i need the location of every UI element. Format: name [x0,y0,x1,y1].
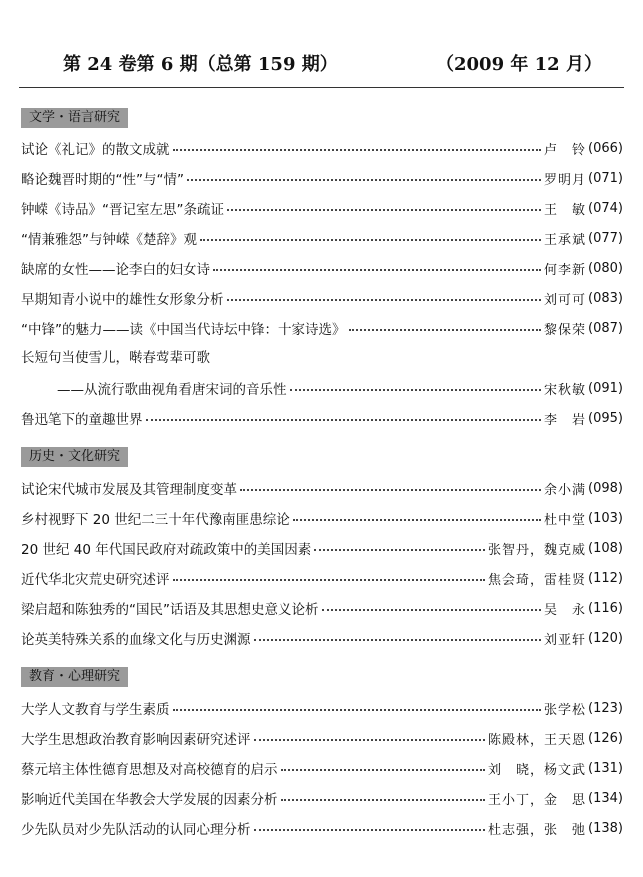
leader-dots [322,609,542,611]
entry-page: (080) [588,260,623,276]
leader-dots [349,329,542,331]
section-tag-history: 历史・文化研究 [21,447,128,467]
entry-title: 梁启超和陈独秀的“国民”话语及其思想史意义论析 [21,602,319,618]
entry-author: 焦会琦，雷桂贤 [488,572,587,588]
leader-dots [281,769,486,771]
entry-page: (112) [588,570,623,586]
toc-entry[interactable] [21,257,623,279]
issue-date: （2009 年 12 月） [436,54,602,75]
leader-dots [227,209,541,211]
leader-dots [240,489,541,491]
leader-dots [227,299,542,301]
entry-title: “情兼雅怨”与钟嵘《楚辞》观 [21,232,197,248]
entry-page: (077) [588,230,623,246]
toc-entry[interactable] [21,757,623,779]
entry-author: 卢 铃 [544,142,587,158]
toc-entry[interactable] [21,597,623,619]
entry-page: (083) [588,290,623,306]
entry-author: 刘 晓，杨文武 [488,762,587,778]
entry-author: 罗明月 [544,172,587,188]
entry-page: (116) [588,600,623,616]
entry-title: 钟嵘《诗品》“晋记室左思”条疏证 [21,202,224,218]
entry-title: 试论《礼记》的散文成就 [21,142,170,158]
entry-author: 杜中堂 [544,512,587,528]
leader-dots [314,549,485,551]
entry-page: (087) [588,320,623,336]
entry-page: (095) [588,410,623,426]
leader-dots [173,579,486,581]
entry-author: 余小满 [544,482,587,498]
leader-dots [293,519,541,521]
leader-dots [254,739,486,741]
entry-title: 少先队员对少先队活动的认同心理分析 [21,822,251,838]
entry-title: 论英美特殊关系的血缘文化与历史渊源 [21,632,251,648]
toc-entry[interactable] [21,167,623,189]
entry-page: (134) [588,790,623,806]
entry-title: 大学生思想政治教育影响因素研究述评 [21,732,251,748]
leader-dots [173,709,542,711]
toc-entry[interactable] [21,377,623,399]
entry-title: 影响近代美国在华教会大学发展的因素分析 [21,792,278,808]
entry-subtitle: ——从流行歌曲视角看唐宋词的音乐性 [57,382,287,398]
entry-page: (071) [588,170,623,186]
leader-dots [187,179,541,181]
entry-title: 鲁迅笔下的童趣世界 [21,412,143,428]
entry-page: (126) [588,730,623,746]
entry-title: 近代华北灾荒史研究述评 [21,572,170,588]
entry-author: 王小丁，金 思 [488,792,587,808]
entry-title: 大学人文教育与学生素质 [21,702,170,718]
leader-dots [173,149,542,151]
entry-author: 陈殿林，王天恩 [488,732,587,748]
entry-page: (108) [588,540,623,556]
entry-author: 李 岩 [544,412,587,428]
toc-entry[interactable] [21,697,623,719]
entry-title: 略论魏晋时期的“性”与“情” [21,172,184,188]
toc-entry[interactable] [21,817,623,839]
toc-entry[interactable] [21,137,623,159]
entry-author: 何李新 [544,262,587,278]
entry-author: 王承斌 [544,232,587,248]
entry-author: 刘可可 [544,292,587,308]
entry-author: 吴 永 [544,602,587,618]
entry-author: 黎保荣 [544,322,587,338]
section-tag-literature: 文学・语言研究 [21,108,128,128]
toc-entry[interactable] [21,287,623,309]
header-rule [19,87,624,88]
toc-entry[interactable] [21,507,623,529]
entry-title[interactable]: 长短句当使雪儿，啭春莺辈可歌 [21,350,210,366]
entry-page: (123) [588,700,623,716]
leader-dots [146,419,542,421]
entry-author: 王 敏 [544,202,587,218]
toc-entry[interactable] [21,227,623,249]
toc-entry[interactable] [21,787,623,809]
entry-page: (074) [588,200,623,216]
entry-title: 20 世纪 40 年代国民政府对疏政策中的美国因素 [21,542,312,558]
entry-author: 杜志强，张 弛 [488,822,587,838]
entry-title: 试论宋代城市发展及其管理制度变革 [21,482,237,498]
section-tag-education: 教育・心理研究 [21,667,128,687]
entry-author: 张学松 [544,702,587,718]
leader-dots [213,269,541,271]
leader-dots [254,639,542,641]
entry-title: 乡村视野下 20 世纪二三十年代豫南匪患综论 [21,512,290,528]
leader-dots [200,239,541,241]
entry-page: (103) [588,510,623,526]
entry-title: “中锋”的魅力——读《中国当代诗坛中锋：十家诗选》 [21,322,346,338]
entry-title: 蔡元培主体性德育思想及对高校德育的启示 [21,762,278,778]
toc-entry[interactable] [21,567,623,589]
journal-header [0,42,643,82]
toc-entry[interactable] [21,197,623,219]
issue-label: 第 24 卷第 6 期（总第 159 期） [63,54,338,75]
entry-title: 早期知青小说中的雄性女形象分析 [21,292,224,308]
entry-author: 张智丹，魏克威 [488,542,587,558]
entry-page: (138) [588,820,623,836]
toc-entry[interactable] [21,477,623,499]
entry-page: (131) [588,760,623,776]
entry-author: 刘亚轩 [544,632,587,648]
toc-entry[interactable] [21,537,623,559]
entry-page: (120) [588,630,623,646]
entry-page: (098) [588,480,623,496]
toc-entry[interactable] [21,627,623,649]
entry-author: 宋秋敏 [544,382,587,398]
toc-entry[interactable] [21,317,623,339]
leader-dots [290,389,542,391]
entry-title: 缺席的女性——论李白的妇女诗 [21,262,210,278]
leader-dots [254,829,486,831]
toc-entry[interactable] [21,727,623,749]
entry-page: (091) [588,380,623,396]
entry-page: (066) [588,140,623,156]
toc-entry[interactable] [21,407,623,429]
leader-dots [281,799,486,801]
